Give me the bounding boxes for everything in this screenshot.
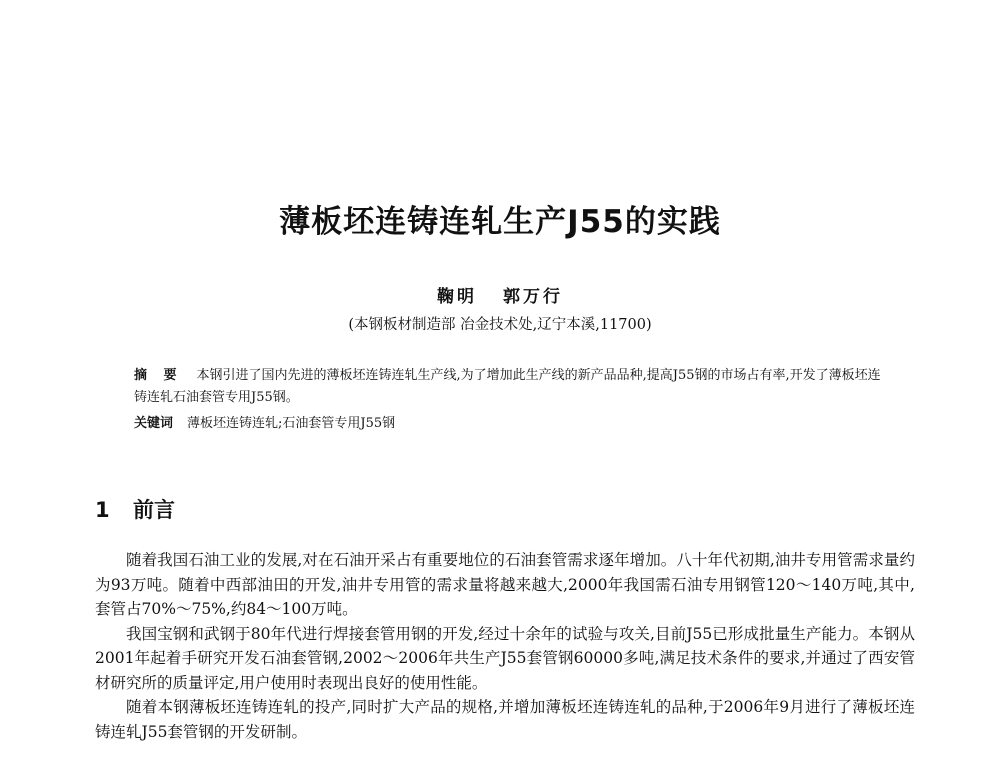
paper-title: 薄板坯连铸连轧生产J55的实践 xyxy=(279,204,721,240)
section-number: 1 xyxy=(95,498,110,522)
abstract-label: 摘 要 xyxy=(134,368,183,383)
section-heading xyxy=(95,494,175,524)
body-paragraph: 随着我国石油工业的发展,对在石油开采占有重要地位的石油套管需求逐年增加。八十年代初期,油井专用管需求量约为93万吨。随着中西部油田的开发,油井专用管的需求量将越来越大,2000年我国需石油专用钢管120～140万吨,其中,套管占70%～75%,约84～100万吨。 xyxy=(95,551,915,618)
affiliation: (本钢板材制造部 冶金技术处,辽宁本溪,11700) xyxy=(348,317,652,333)
author-line xyxy=(0,282,1000,307)
abstract xyxy=(134,365,886,409)
abstract-text: 本钢引进了国内先进的薄板坯连铸连轧生产线,为了增加此生产线的新产品品种,提高J55钢的市场占有率,开发了薄板坯连铸连轧石油套管专用J55钢。 xyxy=(134,368,881,405)
section-title: 前言 xyxy=(133,498,175,522)
body-paragraph: 随着本钢薄板坯连铸连轧的投产,同时扩大产品的规格,并增加薄板坯连铸连轧的品种,于2006年9月进行了薄板坯连铸连轧J55套管钢的开发研制。 xyxy=(95,698,915,741)
author-name: 郭万行 xyxy=(503,287,563,307)
keywords xyxy=(134,413,886,435)
body-paragraph: 我国宝钢和武钢于80年代进行焊接套管用钢的开发,经过十余年的试验与攻关,目前J55已形成批量生产能力。本钢从2001年起着手研究开发石油套管钢,2002～2006年共生产J55套管钢60000多吨,满足技术条件的要求,并通过了西安管材研究所的质量评定,用户使用时表现出良好的使用性能。 xyxy=(95,624,915,692)
author-name: 鞠明 xyxy=(437,287,477,307)
keywords-label: 关键词 xyxy=(134,416,174,431)
section-body xyxy=(95,548,915,744)
keywords-text: 薄板坯连铸连轧;石油套管专用J55钢 xyxy=(187,416,396,431)
